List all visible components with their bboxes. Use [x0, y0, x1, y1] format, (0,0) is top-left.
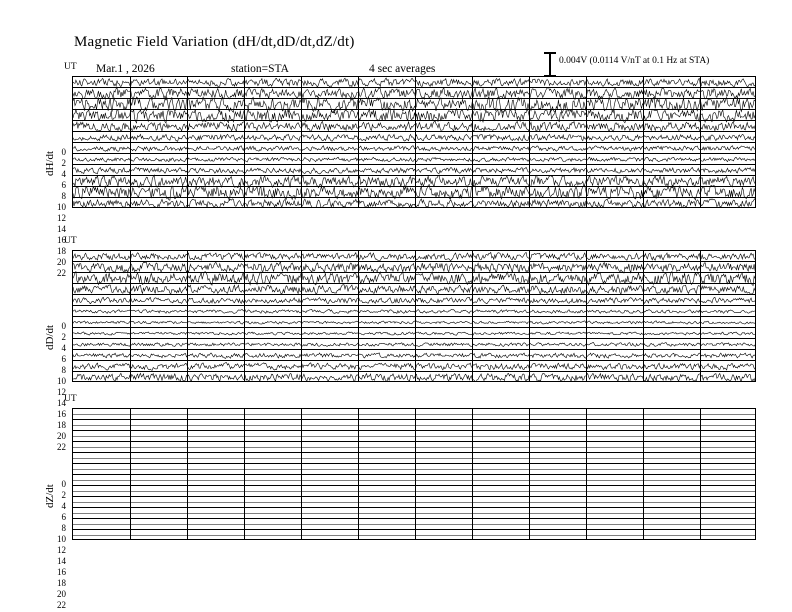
scale-bar-label: 0.004V (0.0114 V/nT at 0.1 Hz at STA)	[559, 56, 710, 66]
averaging-label: 4 sec averages	[369, 63, 436, 75]
signal-trace	[73, 526, 755, 540]
hour-tick-label: 2	[61, 490, 66, 500]
page-title: Magnetic Field Variation (dH/dt,dD/dt,dZ/dt)	[74, 34, 355, 50]
panel-dzdt	[44, 394, 756, 610]
hour-tick-label: 4	[61, 343, 66, 353]
axis-title-dddt: dD/dt	[44, 324, 56, 350]
hour-tick-label: 10	[57, 376, 66, 386]
date-label: Mar.1 , 2026	[96, 63, 155, 75]
hour-tick-label: 16	[57, 409, 66, 419]
hour-tick-label: 18	[57, 578, 66, 588]
hour-tick-label: 8	[61, 523, 66, 533]
hour-tick-label: 14	[57, 556, 66, 566]
hour-tick-label: 4	[61, 169, 66, 179]
hour-tick-label: 12	[57, 213, 66, 223]
hour-tick-label: 6	[61, 354, 66, 364]
hour-tick-label: 18	[57, 420, 66, 430]
hour-tick-label: 8	[61, 365, 66, 375]
axis-title-dzdt: dZ/dt	[44, 484, 56, 508]
hour-tick-label: 0	[61, 147, 66, 157]
scale-bar	[540, 52, 755, 78]
hour-tick-label: 16	[57, 235, 66, 245]
hour-tick-label: 2	[61, 158, 66, 168]
hour-tick-label: 6	[61, 512, 66, 522]
hour-tick-label: 20	[57, 431, 66, 441]
hour-tick-label: 22	[57, 600, 66, 610]
hour-tick-label: 12	[57, 387, 66, 397]
plot-area-dhdt	[72, 76, 756, 208]
hour-tick-label: 10	[57, 534, 66, 544]
hour-tick-label: 22	[57, 442, 66, 452]
ut-label-dzdt: UT	[64, 394, 77, 404]
hour-tick-label: 20	[57, 589, 66, 599]
hour-tick-label: 10	[57, 202, 66, 212]
hour-tick-label: 18	[57, 246, 66, 256]
panel-dddt	[44, 236, 756, 452]
hour-tick-label: 4	[61, 501, 66, 511]
ut-label-dhdt: UT	[64, 62, 77, 72]
signal-trace	[73, 368, 755, 382]
hour-tick-label: 8	[61, 191, 66, 201]
hour-tick-label: 22	[57, 268, 66, 278]
hour-tick-label: 2	[61, 332, 66, 342]
hour-tick-label: 12	[57, 545, 66, 555]
ut-label-dddt: UT	[64, 236, 77, 246]
hour-tick-label: 16	[57, 567, 66, 577]
station-label: station=STA	[231, 63, 289, 75]
hour-tick-label: 0	[61, 321, 66, 331]
plot-area-dzdt	[72, 408, 756, 540]
hour-tick-label: 14	[57, 398, 66, 408]
hour-tick-label: 14	[57, 224, 66, 234]
scale-bar-icon	[544, 52, 556, 76]
hour-tick-label: 0	[61, 479, 66, 489]
hour-tick-label: 6	[61, 180, 66, 190]
plot-area-dddt	[72, 250, 756, 382]
signal-trace	[73, 194, 755, 208]
hour-tick-label: 20	[57, 257, 66, 267]
axis-title-dhdt: dH/dt	[44, 150, 56, 176]
